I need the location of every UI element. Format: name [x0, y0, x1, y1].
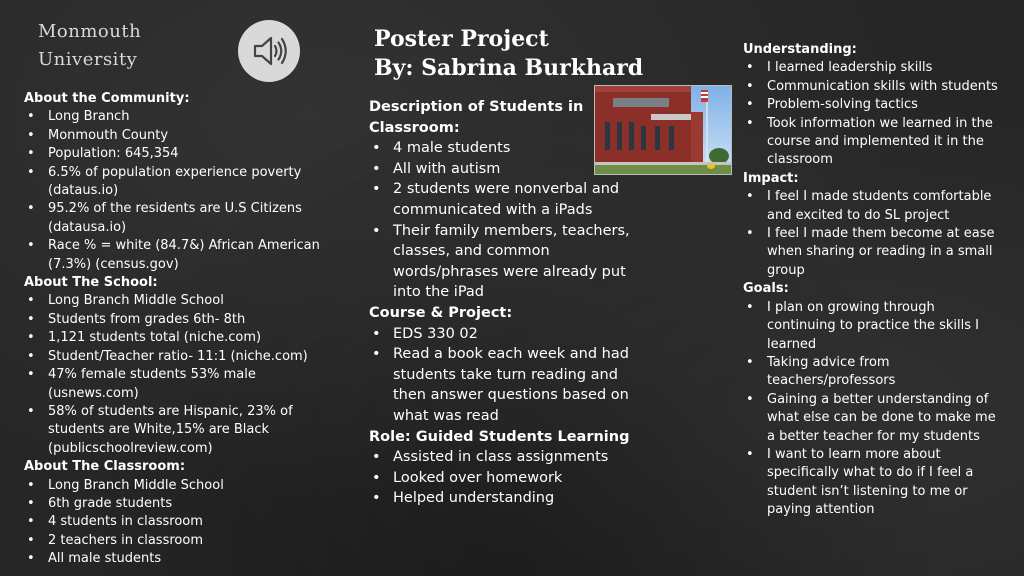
- list-item: • 2 teachers in classroom: [24, 532, 349, 550]
- list-item: • 95.2% of the residents are U.S Citizens (datausa.io): [24, 200, 349, 237]
- classroom-heading: About The Classroom:: [24, 459, 186, 475]
- list-item: • Population: 645,354: [24, 145, 349, 163]
- list-item: • 6th grade students: [24, 495, 349, 513]
- list-item: • Assisted in class assignments: [369, 447, 631, 468]
- role-list: [369, 447, 631, 509]
- goals-heading: Goals:: [743, 281, 789, 297]
- poster-title: [374, 25, 643, 83]
- list-item: • I want to learn more about specifically what to do if I feel a student isn’t listening to me or paying attention: [743, 446, 1003, 520]
- list-item: • Monmouth County: [24, 127, 349, 145]
- school-list: [24, 292, 349, 458]
- list-item: • Took information we learned in the course and implemented it in the classroom: [743, 115, 1003, 170]
- classroom-list: [24, 477, 349, 569]
- list-item: • All male students: [24, 550, 349, 568]
- list-item: • 6.5% of population experience poverty (dataus.io): [24, 164, 349, 201]
- list-item: • Long Branch Middle School: [24, 477, 349, 495]
- speaker-icon: [249, 31, 289, 71]
- list-item: • I feel I made students comfortable and excited to do SL project: [743, 188, 1003, 225]
- understanding-heading: Understanding:: [743, 42, 857, 57]
- audio-button[interactable]: [238, 20, 300, 82]
- impact-heading: Impact:: [743, 170, 799, 186]
- list-item: • I feel I made them become at ease when sharing or reading in a small group: [743, 225, 1003, 280]
- poster-author: By: Sabrina Burkhard: [374, 55, 644, 81]
- description-list: [369, 138, 631, 303]
- list-item: • I plan on growing through continuing to practice the skills I learned: [743, 299, 1003, 354]
- list-item: • Gaining a better understanding of what else can be done to make me a better teacher for my students: [743, 391, 1003, 446]
- list-item: • Student/Teacher ratio- 11:1 (niche.com): [24, 348, 349, 366]
- right-column: [743, 41, 1003, 520]
- list-item: • Looked over homework: [369, 468, 631, 489]
- course-list: [369, 324, 631, 427]
- list-item: • All with autism: [369, 159, 631, 180]
- goals-list: [743, 299, 1003, 520]
- list-item: • Problem-solving tactics: [743, 96, 1003, 114]
- list-item: • 4 students in classroom: [24, 513, 349, 531]
- university-name: [38, 18, 141, 74]
- list-item: • 1,121 students total (niche.com): [24, 329, 349, 347]
- list-item: • Taking advice from teachers/professors: [743, 354, 1003, 391]
- community-list: [24, 108, 349, 274]
- left-column: [24, 90, 349, 569]
- list-item: • Students from grades 6th- 8th: [24, 311, 349, 329]
- list-item: • EDS 330 02: [369, 324, 631, 345]
- course-heading: Course & Project:: [369, 304, 513, 321]
- middle-column: [369, 97, 631, 509]
- university-name-line1: Monmouth: [38, 21, 142, 42]
- list-item: • 47% female students 53% male (usnews.com): [24, 366, 349, 403]
- description-heading: Description of Students in Classroom:: [369, 99, 584, 136]
- impact-list: [743, 188, 1003, 280]
- list-item: • Long Branch: [24, 108, 349, 126]
- poster-title-line1: Poster Project: [374, 26, 549, 52]
- role-heading: Role: Guided Students Learning: [369, 428, 630, 445]
- university-name-line2: University: [38, 49, 138, 70]
- list-item: • Communication skills with students: [743, 78, 1003, 96]
- list-item: • Race % = white (84.7&) African American (7.3%) (census.gov): [24, 237, 349, 274]
- list-item: • Their family members, teachers, classes, and common words/phrases were already put into the iPad: [369, 221, 631, 303]
- list-item: • 58% of students are Hispanic, 23% of students are White,15% are Black (publicschoolreview.com): [24, 403, 349, 458]
- list-item: • Read a book each week and had students take turn reading and then answer questions based on what was read: [369, 344, 631, 426]
- list-item: • Long Branch Middle School: [24, 292, 349, 310]
- list-item: • Helped understanding: [369, 488, 631, 509]
- list-item: • 2 students were nonverbal and communicated with a iPads: [369, 179, 631, 220]
- school-heading: About The School:: [24, 275, 158, 291]
- community-heading: About the Community:: [24, 91, 190, 106]
- list-item: • I learned leadership skills: [743, 59, 1003, 77]
- list-item: • 4 male students: [369, 138, 631, 159]
- understanding-list: [743, 59, 1003, 169]
